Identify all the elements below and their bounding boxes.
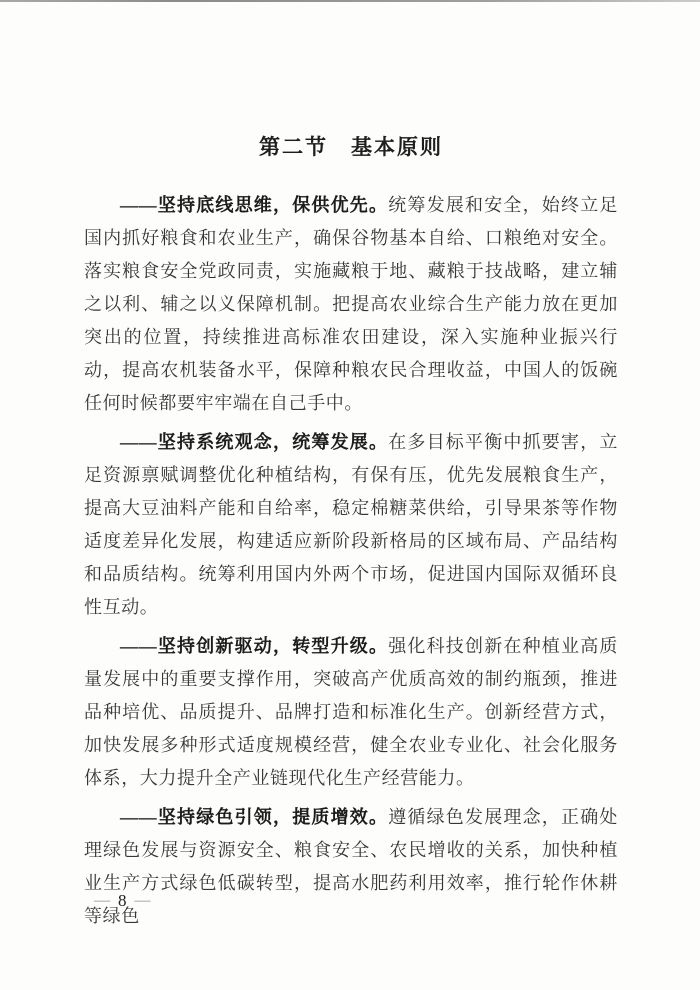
footer-dash-right: — <box>134 891 151 909</box>
paragraph-lead: ——坚持系统观念，统筹发展。 <box>120 432 389 452</box>
paragraph <box>84 801 618 933</box>
paragraph <box>84 189 618 420</box>
page-number: 8 <box>118 891 127 910</box>
paragraph-lead: ——坚持绿色引领，提质增效。 <box>120 807 389 827</box>
section-title: 第二节 基本原则 <box>259 135 443 159</box>
paragraph-body: 在多目标平衡中抓要害，立足资源禀赋调整优化种植结构，有保有压，优先发展粮食生产，提高大豆油料产能和自给率，稳定棉糖菜供给，引导果茶等作物适度差异化发展，构建适应新阶段新格局的区域布局、产品结构和品质结构。统筹利用国内外两个市场，促进国内国际双循环良性互动。 <box>84 432 618 617</box>
document-content <box>84 131 618 933</box>
paragraph-body: 统筹发展和安全，始终立足国内抓好粮食和农业生产，确保谷物基本自给、口粮绝对安全。落实粮食安全党政同责，实施藏粮于地、藏粮于技战略，建立辅之以利、辅之以义保障机制。把提高农业综合生产能力放在更加突出的位置，持续推进高标准农田建设，深入实施种业振兴行动，提高农机装备水平，保障种粮农民合理收益，中国人的饭碗任何时候都要牢牢端在自己手中。 <box>84 195 618 413</box>
document-body <box>84 189 618 933</box>
paragraph <box>84 630 618 795</box>
footer-dash-left: — <box>94 891 110 909</box>
paragraph-lead: ——坚持创新驱动，转型升级。 <box>120 636 389 656</box>
paragraph-body: 强化科技创新在种植业高质量发展中的重要支撑作用，突破高产优质高效的制约瓶颈，推进品种培优、品质提升、品牌打造和标准化生产。创新经营方式，加快发展多种形式适度规模经营，健全农业专业化、社会化服务体系，大力提升全产业链现代化生产经营能力。 <box>84 636 618 788</box>
scan-top-edge <box>0 0 700 2</box>
page-footer <box>94 892 151 909</box>
paragraph-lead: ——坚持底线思维，保供优先。 <box>120 195 389 215</box>
paragraph <box>84 426 618 624</box>
paragraph-body: 遵循绿色发展理念，正确处理绿色发展与资源安全、粮食安全、农民增收的关系，加快种植业生产方式绿色低碳转型，提高水肥药利用效率，推行轮作休耕等绿色 <box>84 807 618 926</box>
